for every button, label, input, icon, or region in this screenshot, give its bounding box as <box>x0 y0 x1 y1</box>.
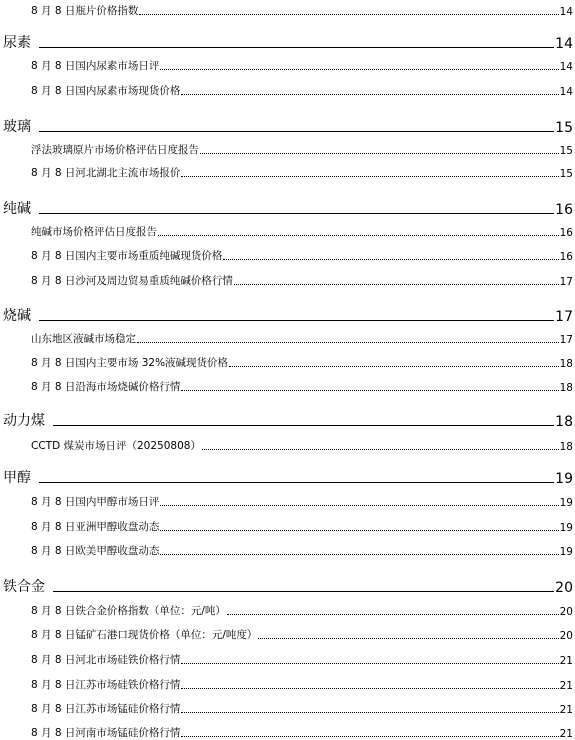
toc-entry[interactable] <box>0 540 575 558</box>
toc-rule-leader <box>39 47 554 48</box>
toc-rule-leader <box>39 320 554 321</box>
toc-page-number: 17 <box>559 334 573 346</box>
toc-dot-leader <box>160 505 558 506</box>
toc-entry[interactable] <box>0 624 575 642</box>
toc-dot-leader <box>160 530 558 531</box>
toc-section-entry[interactable] <box>0 574 575 596</box>
toc-entry[interactable] <box>0 221 575 239</box>
toc-dot-leader <box>181 712 558 713</box>
toc-page-number: 20 <box>559 606 573 618</box>
toc-page-number: 19 <box>559 497 573 509</box>
toc-page-number: 14 <box>555 36 573 52</box>
toc-page-number: 14 <box>559 6 573 18</box>
toc-page-number: 14 <box>559 86 573 98</box>
toc-entry-title: 8 月 8 日江苏市场锰硅价格行情 <box>31 703 181 715</box>
toc-dot-leader <box>258 638 558 639</box>
toc-dot-leader <box>139 14 558 15</box>
toc-entry[interactable] <box>0 722 575 740</box>
toc-dot-leader <box>229 366 559 367</box>
toc-entry[interactable] <box>0 649 575 667</box>
toc-entry-title: 8 月 8 日国内甲醇市场日评 <box>31 496 160 508</box>
toc-page-number: 18 <box>559 382 573 394</box>
toc-entry-title: 8 月 8 日国内尿素市场现货价格 <box>31 85 181 97</box>
toc-rule-leader <box>39 482 554 483</box>
toc-entry[interactable] <box>0 600 575 618</box>
toc-page-number: 16 <box>559 227 573 239</box>
toc-dot-leader <box>227 614 559 615</box>
toc-dot-leader <box>200 153 559 154</box>
toc-section-title: 铁合金 <box>3 579 45 595</box>
toc-dot-leader <box>234 284 559 285</box>
toc-entry-title: 纯碱市场价格评估日度报告 <box>31 226 157 238</box>
toc-section-entry[interactable] <box>0 303 575 325</box>
toc-entry[interactable] <box>0 516 575 534</box>
toc-page-number: 21 <box>559 728 573 740</box>
toc-page-number: 15 <box>559 145 573 157</box>
toc-section-title: 甲醇 <box>3 470 31 486</box>
toc-dot-leader <box>137 342 559 343</box>
toc-dot-leader <box>202 449 559 450</box>
toc-dot-leader <box>181 390 558 391</box>
toc-entry[interactable] <box>0 0 575 18</box>
toc-entry[interactable] <box>0 491 575 509</box>
toc-entry[interactable] <box>0 55 575 73</box>
toc-entry[interactable] <box>0 674 575 692</box>
toc-section-entry[interactable] <box>0 114 575 136</box>
toc-rule-leader <box>39 213 554 214</box>
toc-entry-title: 山东地区液碱市场稳定 <box>31 333 136 345</box>
toc-entry-title: 8 月 8 日铁合金价格指数（单位：元/吨） <box>31 605 226 617</box>
toc-entry-title: 8 月 8 日国内主要市场 32%液碱现货价格 <box>31 357 229 369</box>
toc-dot-leader <box>160 554 558 555</box>
toc-dot-leader <box>181 176 558 177</box>
toc-page-number: 15 <box>555 120 573 136</box>
toc-section-entry[interactable] <box>0 196 575 218</box>
toc-dot-leader <box>158 235 559 236</box>
toc-page-number: 20 <box>555 580 573 596</box>
toc-entry[interactable] <box>0 162 575 180</box>
toc-page-number: 19 <box>559 546 573 558</box>
toc-page-number: 19 <box>559 522 573 534</box>
toc-entry-title: 8 月 8 日国内尿素市场日评 <box>31 60 160 72</box>
toc-page-number: 19 <box>555 471 573 487</box>
toc-entry[interactable] <box>0 245 575 263</box>
toc-entry-title: 8 月 8 日亚洲甲醇收盘动态 <box>31 521 160 533</box>
toc-page-number: 15 <box>559 168 573 180</box>
toc-entry-title: 8 月 8 日国内主要市场重质纯碱现货价格 <box>31 250 223 262</box>
toc-entry-title: 8 月 8 日沙河及周边贸易重质纯碱价格行情 <box>31 275 233 287</box>
toc-section-entry[interactable] <box>0 465 575 487</box>
toc-page-number: 16 <box>555 202 573 218</box>
toc-page-number: 16 <box>559 251 573 263</box>
toc-section-title: 烧碱 <box>3 308 31 324</box>
toc-entry-title: 8 月 8 日瓶片价格指数 <box>31 5 139 17</box>
toc-entry[interactable] <box>0 139 575 157</box>
toc-entry[interactable] <box>0 80 575 98</box>
toc-dot-leader <box>223 259 558 260</box>
toc-entry-title: 8 月 8 日沿海市场烧碱价格行情 <box>31 381 181 393</box>
toc-dot-leader <box>181 688 558 689</box>
toc-entry-title: 8 月 8 日锰矿石港口现货价格（单位：元/吨度） <box>31 629 258 641</box>
toc-rule-leader <box>39 131 554 132</box>
toc-section-title: 尿素 <box>3 35 31 51</box>
toc-entry-title: 8 月 8 日河北湖北主流市场报价 <box>31 167 181 179</box>
toc-dot-leader <box>181 736 558 737</box>
toc-page-number: 14 <box>559 61 573 73</box>
toc-entry-title: CCTD 煤炭市场日评（20250808） <box>31 440 201 452</box>
toc-entry[interactable] <box>0 435 575 453</box>
toc-entry-title: 8 月 8 日欧美甲醇收盘动态 <box>31 545 160 557</box>
toc-entry[interactable] <box>0 376 575 394</box>
toc-dot-leader <box>181 94 558 95</box>
toc-page-number: 21 <box>559 680 573 692</box>
toc-dot-leader <box>160 69 558 70</box>
toc-section-entry[interactable] <box>0 408 575 430</box>
toc-rule-leader <box>53 425 554 426</box>
toc-page-number: 18 <box>555 414 573 430</box>
toc-entry-title: 浮法玻璃原片市场价格评估日度报告 <box>31 144 199 156</box>
toc-entry-title: 8 月 8 日江苏市场硅铁价格行情 <box>31 679 181 691</box>
toc-page-number: 17 <box>559 276 573 288</box>
toc-page-number: 18 <box>559 358 573 370</box>
toc-entry-title: 8 月 8 日河南市场锰硅价格行情 <box>31 727 181 739</box>
toc-page-number: 18 <box>559 441 573 453</box>
toc-page-number: 17 <box>555 309 573 325</box>
toc-entry[interactable] <box>0 352 575 370</box>
toc-rule-leader <box>53 591 554 592</box>
toc-page-number: 20 <box>559 630 573 642</box>
toc-entry[interactable] <box>0 698 575 716</box>
toc-section-entry[interactable] <box>0 30 575 52</box>
toc-entry[interactable] <box>0 328 575 346</box>
toc-entry-title: 8 月 8 日河北市场硅铁价格行情 <box>31 654 181 666</box>
toc-page-number: 21 <box>559 704 573 716</box>
toc-section-title: 动力煤 <box>3 413 45 429</box>
toc-page-number: 21 <box>559 655 573 667</box>
toc-entry[interactable] <box>0 270 575 288</box>
toc-dot-leader <box>181 663 558 664</box>
toc-section-title: 纯碱 <box>3 201 31 217</box>
toc-section-title: 玻璃 <box>3 119 31 135</box>
